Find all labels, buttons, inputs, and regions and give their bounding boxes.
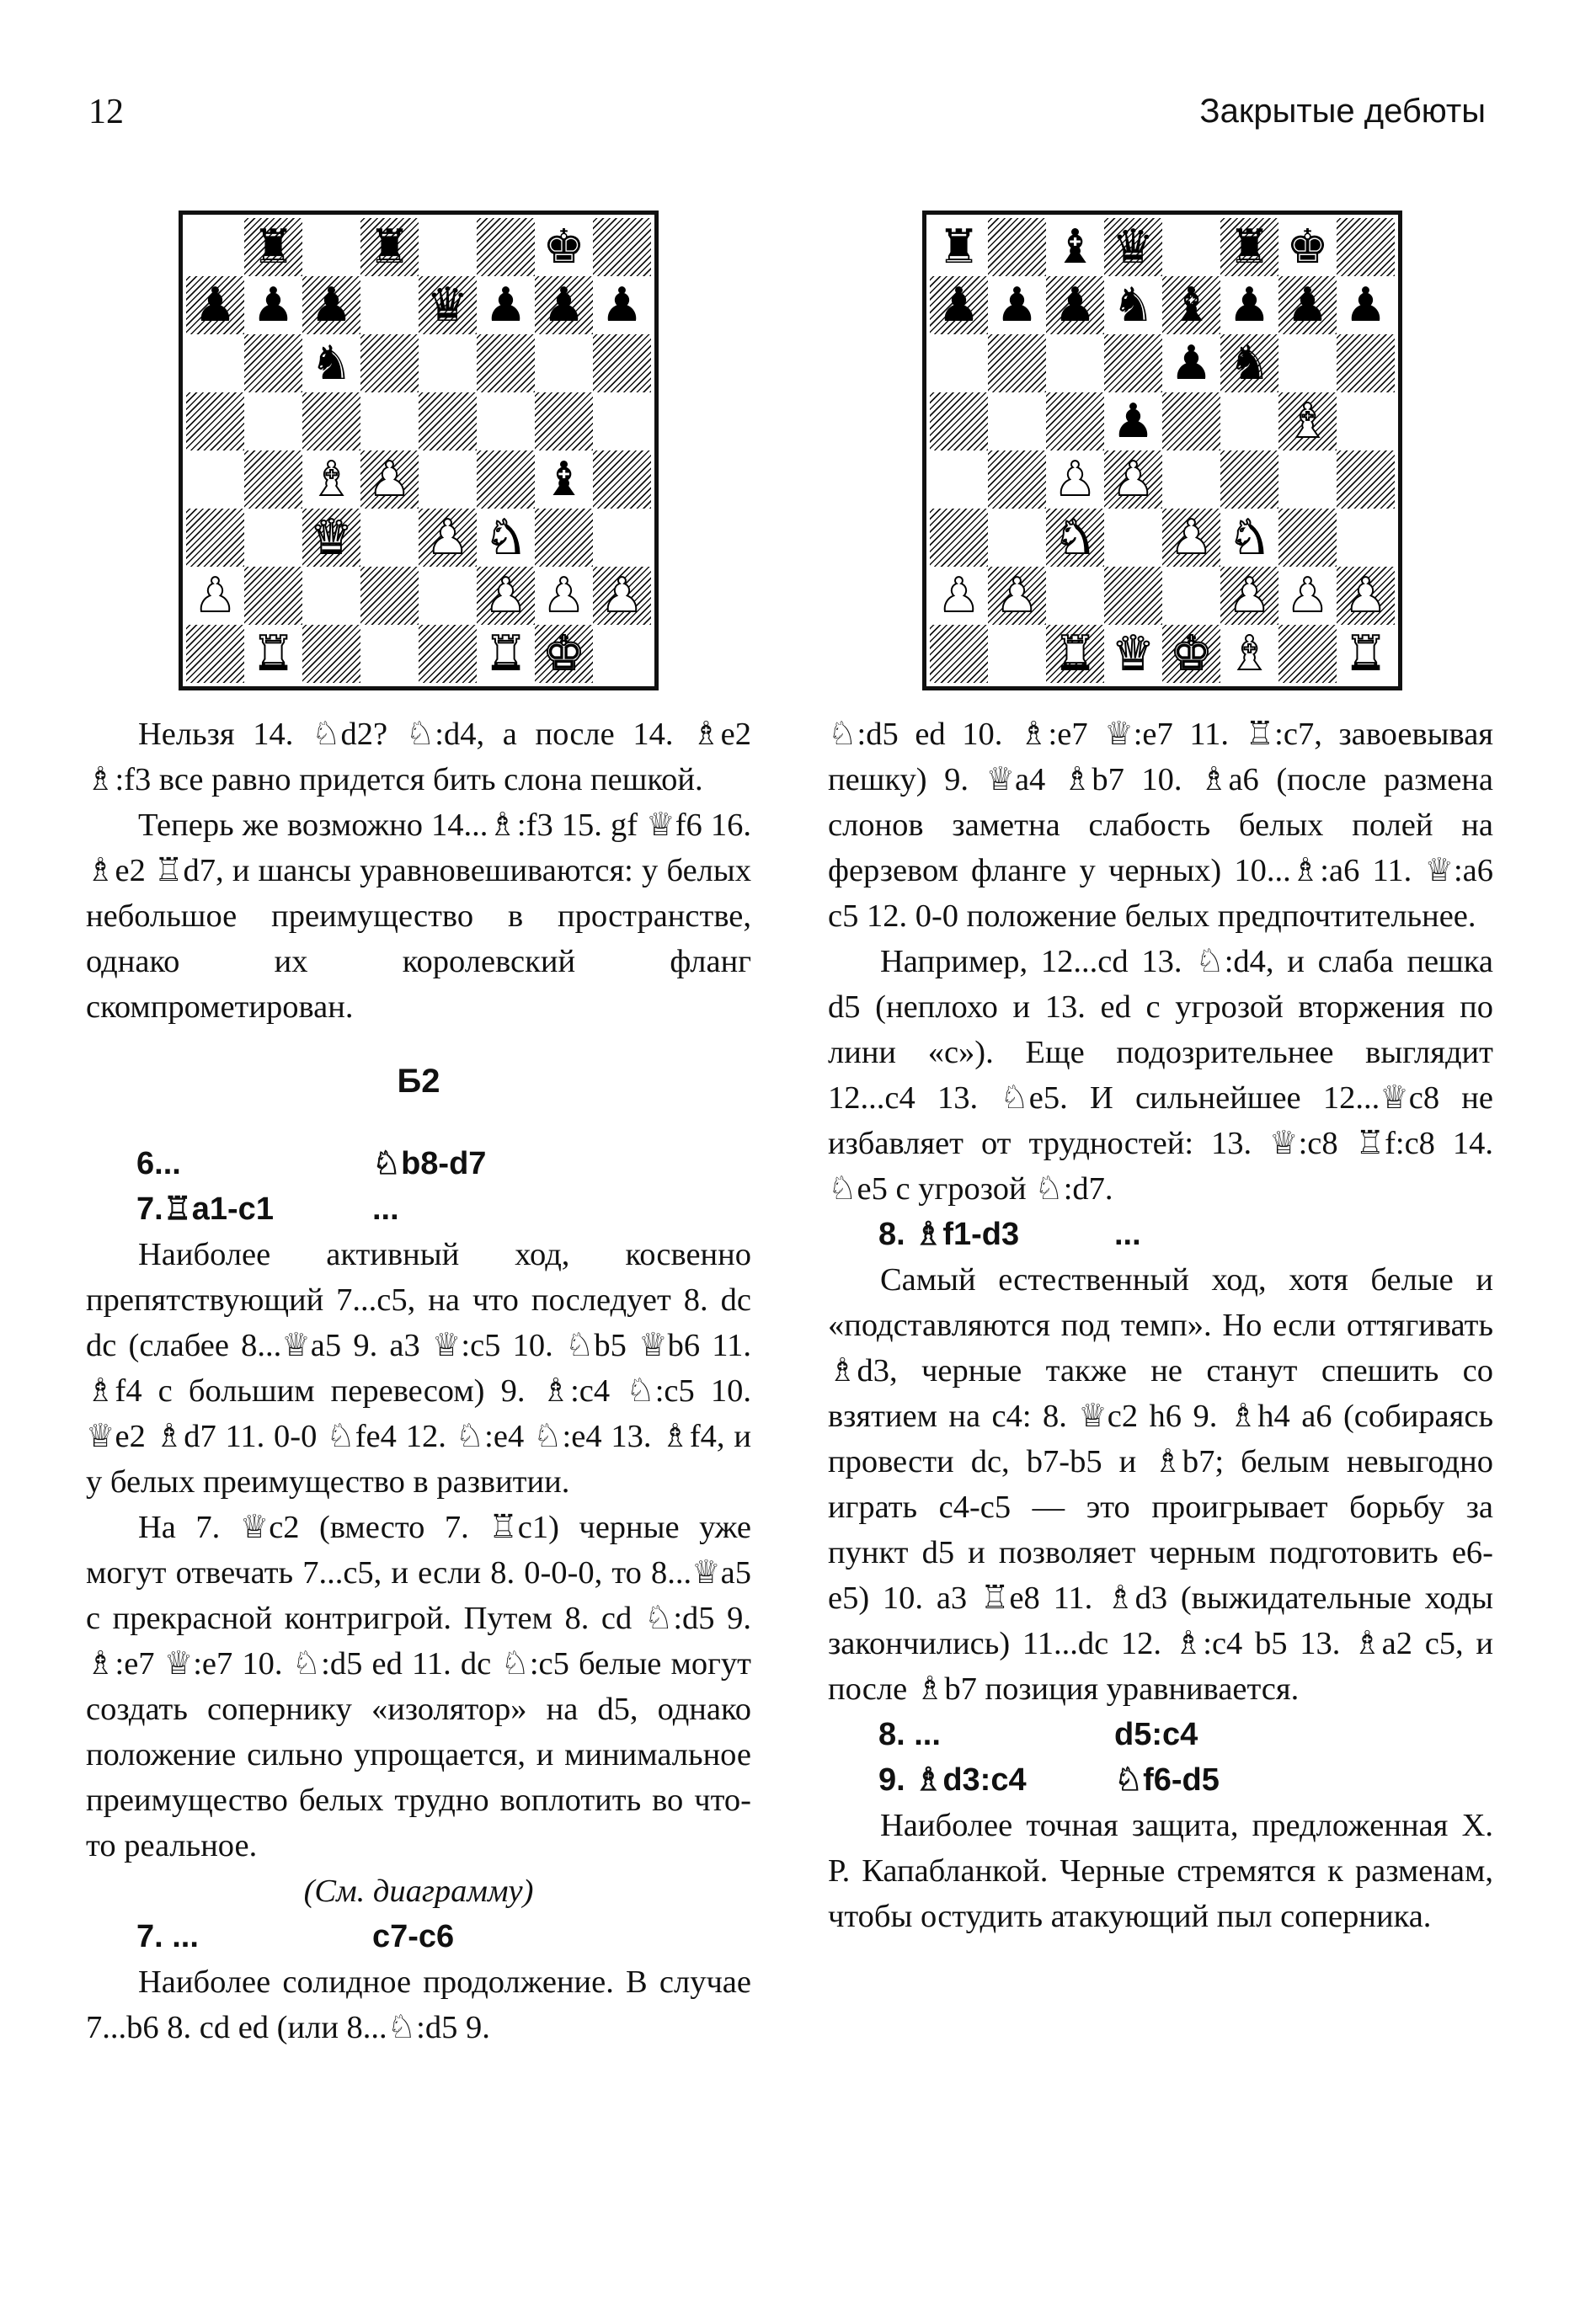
black-knight-icon: ♞ xyxy=(310,335,353,391)
paragraph: Например, 12...cd 13. ♘:d4, и слаба пешка d5 (неплохо и 13. ed с угрозой вторжения по лини «c»). Еще подозрительнее выглядит 12...c4 13. ♘e5. И сильнейшее 12...♕c8 не избавляет от трудностей: 13. ♕:c8 ♖f:c8 14. ♘e5 с угрозой ♘:d7. xyxy=(828,944,1493,1207)
board-square xyxy=(1162,334,1220,392)
board-square xyxy=(477,509,535,567)
white-pawn-icon: ♟ xyxy=(368,451,411,507)
board-square xyxy=(186,218,244,276)
board-square xyxy=(1162,392,1220,450)
white-pawn-icon: ♟ xyxy=(1228,568,1271,623)
black-bishop-icon: ♝ xyxy=(542,451,585,507)
black-pawn-icon: ♟ xyxy=(601,277,643,333)
black-bishop-icon: ♝ xyxy=(1054,219,1097,275)
black-pawn-icon: ♟ xyxy=(484,277,527,333)
board-square xyxy=(360,625,419,683)
black-rook-icon: ♜ xyxy=(937,219,980,275)
white-move: 6... xyxy=(136,1146,181,1181)
board-square xyxy=(419,218,477,276)
board-square xyxy=(1162,567,1220,625)
page-number: 12 xyxy=(88,93,124,131)
board-square xyxy=(593,509,651,567)
section-heading: Б2 xyxy=(397,1063,440,1100)
board-square xyxy=(1046,392,1104,450)
board-square xyxy=(302,392,360,450)
paragraph: Наиболее точная защита, предложенная Х. Р. Капабланкой. Черные стремятся к разменам, чтобы остудить атакующий пыл соперника. xyxy=(828,1808,1493,1934)
board-square xyxy=(1337,276,1395,334)
white-move: 9. ♗d3:c4 xyxy=(878,1762,1027,1798)
chapter-title: Закрытые дебюты xyxy=(1199,93,1486,130)
board-square xyxy=(1046,276,1104,334)
board-square xyxy=(419,509,477,567)
board-square xyxy=(1046,218,1104,276)
board-square xyxy=(930,450,988,509)
black-rook-icon: ♜ xyxy=(368,219,411,275)
board-square xyxy=(535,567,593,625)
board-square xyxy=(302,450,360,509)
board-square xyxy=(244,218,302,276)
board-square xyxy=(593,276,651,334)
board-square xyxy=(244,334,302,392)
board-square xyxy=(1162,276,1220,334)
board-square xyxy=(302,509,360,567)
board-square xyxy=(1220,334,1278,392)
board-square xyxy=(593,450,651,509)
white-pawn-icon: ♟ xyxy=(937,568,980,623)
white-pawn-icon: ♟ xyxy=(996,568,1038,623)
black-pawn-icon: ♟ xyxy=(1054,277,1097,333)
board-square xyxy=(535,509,593,567)
black-pawn-icon: ♟ xyxy=(996,277,1038,333)
board-square xyxy=(186,567,244,625)
board-square xyxy=(1337,509,1395,567)
white-move: 8. ... xyxy=(878,1717,941,1752)
board-square xyxy=(1337,392,1395,450)
board-square xyxy=(244,450,302,509)
white-knight-icon: ♞ xyxy=(1054,509,1097,565)
board-square xyxy=(186,450,244,509)
board-square xyxy=(1162,450,1220,509)
board-square xyxy=(930,509,988,567)
black-rook-icon: ♜ xyxy=(252,219,295,275)
board-square xyxy=(302,625,360,683)
board-square xyxy=(1220,567,1278,625)
board-square xyxy=(535,625,593,683)
board-square xyxy=(1162,625,1220,683)
move-line xyxy=(828,1212,1493,1257)
black-bishop-icon: ♝ xyxy=(1170,277,1213,333)
board-square xyxy=(477,334,535,392)
board-square xyxy=(244,625,302,683)
chess-diagram-left xyxy=(179,211,659,690)
paragraph: Теперь же возможно 14...♗:f3 15. gf ♕f6 16. ♗e2 ♖d7, и шансы уравновешиваются: у белых небольшое преимущество в пространстве, однако их королевский фланг скомпрометирован. xyxy=(86,808,751,1025)
white-pawn-icon: ♟ xyxy=(484,568,527,623)
white-move: 7. ... xyxy=(136,1919,199,1954)
board-square xyxy=(186,334,244,392)
board-square xyxy=(930,392,988,450)
board-square xyxy=(419,334,477,392)
board-square xyxy=(1046,625,1104,683)
board-square xyxy=(1337,334,1395,392)
board-square xyxy=(360,218,419,276)
board-square xyxy=(360,450,419,509)
board-square xyxy=(186,392,244,450)
board-square xyxy=(302,567,360,625)
board-square xyxy=(419,276,477,334)
board-square xyxy=(1220,392,1278,450)
white-pawn-icon: ♟ xyxy=(426,509,469,565)
board-square xyxy=(1046,509,1104,567)
move-line xyxy=(86,1141,751,1186)
paragraph: Наиболее солидное продолжение. В случае 7...b6 8. cd ed (или 8...♘:d5 9. xyxy=(86,1964,751,2045)
board-square xyxy=(1337,218,1395,276)
board-square xyxy=(477,567,535,625)
board-square xyxy=(988,567,1046,625)
board-square xyxy=(1104,392,1162,450)
right-column xyxy=(828,712,1493,1939)
board-square xyxy=(988,625,1046,683)
board-square xyxy=(535,334,593,392)
board-square xyxy=(477,625,535,683)
board-square xyxy=(988,218,1046,276)
board-square xyxy=(419,392,477,450)
board-square xyxy=(593,567,651,625)
white-rook-icon: ♜ xyxy=(1344,626,1387,681)
white-knight-icon: ♞ xyxy=(484,509,527,565)
move-line xyxy=(86,1186,751,1232)
black-pawn-icon: ♟ xyxy=(1170,335,1213,391)
board-square xyxy=(535,450,593,509)
white-queen-icon: ♛ xyxy=(310,509,353,565)
black-move: c7-c6 xyxy=(372,1919,455,1954)
black-pawn-icon: ♟ xyxy=(1344,277,1387,333)
board-square xyxy=(360,567,419,625)
black-pawn-icon: ♟ xyxy=(310,277,353,333)
board-square xyxy=(1104,567,1162,625)
board-square xyxy=(1278,625,1337,683)
board-square xyxy=(1337,567,1395,625)
board-square xyxy=(593,334,651,392)
black-king-icon: ♚ xyxy=(542,219,585,275)
board-square xyxy=(360,509,419,567)
board-square xyxy=(1104,276,1162,334)
board-square xyxy=(1104,509,1162,567)
board-square xyxy=(244,567,302,625)
black-move: d5:c4 xyxy=(1114,1717,1198,1752)
paragraph: Наиболее активный ход, косвенно препятствующий 7...c5, на что последует 8. dc dc (слабее 8...♕a5 9. a3 ♕:c5 10. ♘b5 ♕b6 11. ♗f4 с большим перевесом) 9. ♗:c4 ♘:c5 10. ♕e2 ♗d7 11. 0-0 ♘fe4 12. ♘:e4 ♘:e4 13. ♗f4, и у белых преимущество в развитии. xyxy=(86,1237,751,1500)
white-knight-icon: ♞ xyxy=(1228,509,1271,565)
white-pawn-icon: ♟ xyxy=(194,568,237,623)
board-square xyxy=(1220,450,1278,509)
board-square xyxy=(593,625,651,683)
black-pawn-icon: ♟ xyxy=(1112,393,1155,449)
white-bishop-icon: ♝ xyxy=(310,451,353,507)
board-square xyxy=(1046,567,1104,625)
white-queen-icon: ♛ xyxy=(1112,626,1155,681)
board-square xyxy=(988,509,1046,567)
board-square xyxy=(360,334,419,392)
white-bishop-icon: ♝ xyxy=(1228,626,1271,681)
white-king-icon: ♚ xyxy=(542,626,585,681)
board-square xyxy=(186,509,244,567)
white-rook-icon: ♜ xyxy=(1054,626,1097,681)
board-square xyxy=(988,392,1046,450)
white-pawn-icon: ♟ xyxy=(1170,509,1213,565)
board-square xyxy=(1337,450,1395,509)
board-square xyxy=(930,567,988,625)
board-square xyxy=(1278,567,1337,625)
board-square xyxy=(1278,334,1337,392)
chess-board xyxy=(930,218,1395,683)
board-square xyxy=(930,218,988,276)
move-line xyxy=(828,1757,1493,1803)
board-square xyxy=(988,450,1046,509)
board-square xyxy=(1104,334,1162,392)
white-pawn-icon: ♟ xyxy=(542,568,585,623)
black-move: ... xyxy=(1114,1217,1141,1252)
board-square xyxy=(419,450,477,509)
paragraph: Самый естественный ход, хотя белые и «подставляются под темп». Но если оттягивать ♗d3, черные также не станут спешить со взятием на c4: 8. ♕c2 h6 9. ♗h4 a6 (собираясь провести dc, b7-b5 и ♗b7; белым невыгодно играть c4-c5 — это проигрывает борьбу за пункт d5 и позволяет черным подготовить e6-e5) 10. a3 ♖e8 11. ♗d3 (выжидательные ходы закончились) 11...dc 12. ♗:c4 b5 13. ♗a2 c5, и после ♗b7 позиция уравнивается. xyxy=(828,1262,1493,1707)
board-square xyxy=(244,392,302,450)
board-square xyxy=(1220,218,1278,276)
board-square xyxy=(186,625,244,683)
board-square xyxy=(930,276,988,334)
board-square xyxy=(1278,450,1337,509)
white-king-icon: ♚ xyxy=(1170,626,1213,681)
white-pawn-icon: ♟ xyxy=(1054,451,1097,507)
black-pawn-icon: ♟ xyxy=(1286,277,1329,333)
black-pawn-icon: ♟ xyxy=(542,277,585,333)
board-square xyxy=(1104,218,1162,276)
board-square xyxy=(535,392,593,450)
board-square xyxy=(1104,450,1162,509)
white-pawn-icon: ♟ xyxy=(601,568,643,623)
board-square xyxy=(593,392,651,450)
board-square xyxy=(244,276,302,334)
move-line xyxy=(828,1712,1493,1757)
board-square xyxy=(419,567,477,625)
white-bishop-icon: ♝ xyxy=(1286,393,1329,449)
board-square xyxy=(302,276,360,334)
board-square xyxy=(1220,276,1278,334)
black-move: ♘f6-d5 xyxy=(1114,1762,1220,1798)
left-column xyxy=(86,712,751,2050)
board-square xyxy=(302,334,360,392)
board-square xyxy=(1162,509,1220,567)
chess-board xyxy=(186,218,651,683)
board-square xyxy=(535,276,593,334)
black-rook-icon: ♜ xyxy=(1228,219,1271,275)
board-square xyxy=(477,450,535,509)
chess-diagram-right xyxy=(922,211,1402,690)
board-square xyxy=(186,276,244,334)
black-queen-icon: ♛ xyxy=(426,277,469,333)
board-square xyxy=(477,276,535,334)
board-square xyxy=(244,509,302,567)
board-square xyxy=(360,276,419,334)
black-move: ... xyxy=(372,1191,399,1227)
black-pawn-icon: ♟ xyxy=(194,277,237,333)
white-rook-icon: ♜ xyxy=(484,626,527,681)
white-move: 7.♖a1-c1 xyxy=(136,1191,274,1227)
board-square xyxy=(1278,218,1337,276)
board-square xyxy=(1046,450,1104,509)
board-square xyxy=(1337,625,1395,683)
board-square xyxy=(988,334,1046,392)
paragraph: На 7. ♕c2 (вместо 7. ♖c1) черные уже могут отвечать 7...c5, и если 8. 0-0-0, то 8...♕a5 с прекрасной контригрой. Путем 8. cd ♘:d5 9. ♗:e7 ♕:e7 10. ♘:d5 ed 11. dc ♘:c5 белые могут создать сопернику «изолятор» на d5, однако положение сильно упрощается, и минимальное преимущество белых трудно воплотить во что-то реальное. xyxy=(86,1510,751,1863)
white-move: 8. ♗f1-d3 xyxy=(878,1217,1020,1252)
black-knight-icon: ♞ xyxy=(1228,335,1271,391)
diagram-reference: (См. диаграмму) xyxy=(303,1874,534,1909)
black-king-icon: ♚ xyxy=(1286,219,1329,275)
black-knight-icon: ♞ xyxy=(1112,277,1155,333)
board-square xyxy=(302,218,360,276)
board-square xyxy=(930,625,988,683)
black-move: ♘b8-d7 xyxy=(372,1146,487,1181)
board-square xyxy=(593,218,651,276)
white-pawn-icon: ♟ xyxy=(1286,568,1329,623)
board-square xyxy=(477,392,535,450)
black-queen-icon: ♛ xyxy=(1112,219,1155,275)
board-square xyxy=(988,276,1046,334)
board-square xyxy=(930,334,988,392)
board-square xyxy=(535,218,593,276)
move-line xyxy=(86,1914,751,1959)
board-square xyxy=(477,218,535,276)
paragraph: Нельзя 14. ♘d2? ♘:d4, а после 14. ♗e2 ♗:f3 все равно придется бить слона пешкой. xyxy=(86,717,751,797)
black-pawn-icon: ♟ xyxy=(1228,277,1271,333)
board-square xyxy=(1278,392,1337,450)
paragraph: ♘:d5 ed 10. ♗:e7 ♕:e7 11. ♖:c7, завоевывая пешку) 9. ♕a4 ♗b7 10. ♗a6 (после размена слонов заметна слабость белых полей на ферзевом фланге у черных) 10...♗:a6 11. ♕:a6 c5 12. 0-0 положение белых предпочтительнее. xyxy=(828,717,1493,934)
board-square xyxy=(419,625,477,683)
board-square xyxy=(1104,625,1162,683)
black-pawn-icon: ♟ xyxy=(937,277,980,333)
board-square xyxy=(1162,218,1220,276)
board-square xyxy=(1278,509,1337,567)
board-square xyxy=(1220,509,1278,567)
white-rook-icon: ♜ xyxy=(252,626,295,681)
black-pawn-icon: ♟ xyxy=(252,277,295,333)
white-pawn-icon: ♟ xyxy=(1112,451,1155,507)
board-square xyxy=(1278,276,1337,334)
board-square xyxy=(360,392,419,450)
white-pawn-icon: ♟ xyxy=(1344,568,1387,623)
board-square xyxy=(1220,625,1278,683)
board-square xyxy=(1046,334,1104,392)
